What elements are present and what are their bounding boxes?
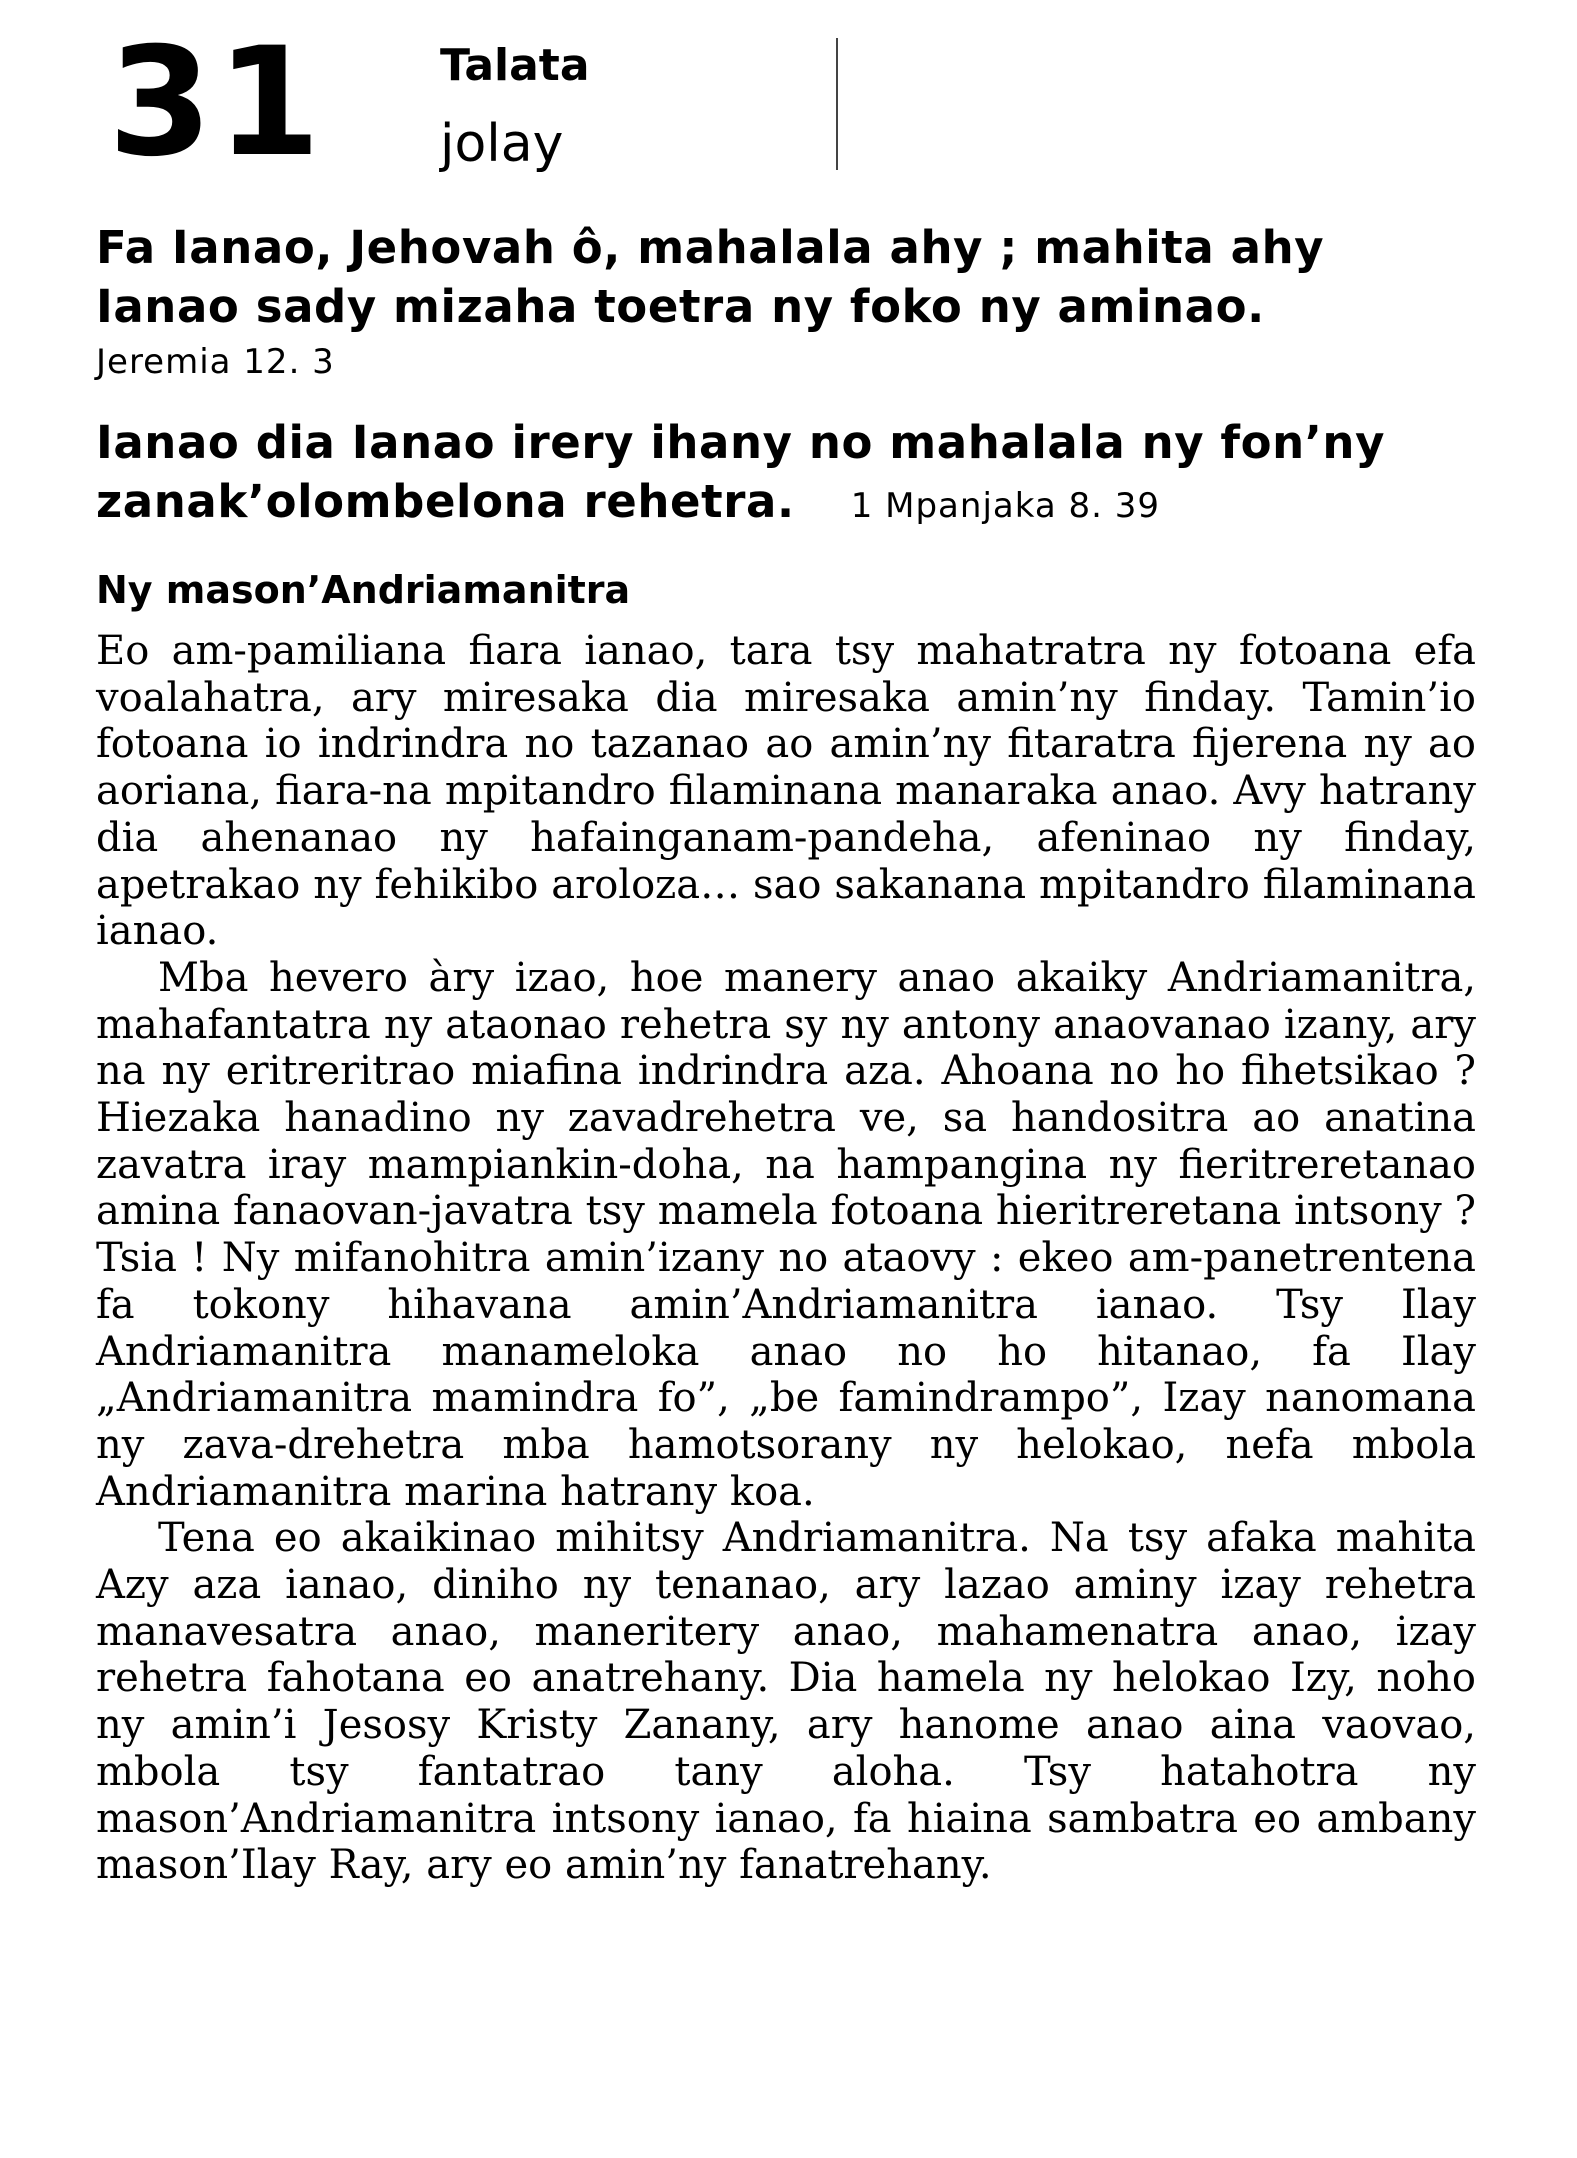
verse-1-reference: Jeremia 12. 3 [96,342,335,382]
weekday-label: Talata [440,40,590,91]
meditation-paragraph-1: Eo am-pamiliana fiara ianao, tara tsy mahatratra ny fotoana efa voalahatra, ary miresaka dia miresaka amin’ny finday. Tamin’io fotoana io indrindra no tazanao ao amin’ny fitaratra fijerena ny ao aoriana, fiara-na mpitandro filaminana manaraka anao. Avy hatrany dia ahenanao ny hafainganam-pandeha, afeninao ny finday, apetrakao ny fehikibo aroloza… sao sakanana mpitandro filaminana ianao. [96,628,1476,955]
header-divider [836,38,838,170]
verse-1 [96,218,1476,336]
meditation-paragraph-2: Mba hevero àry izao, hoe manery anao akaiky Andriamanitra, mahafantatra ny ataonao rehetra sy ny antony anaovanao izany, ary na ny eritreritrao miafina indrindra aza. Ahoana no ho fihetsikao ? Hiezaka hanadino ny zavadrehetra ve, sa handositra ao anatina zavatra iray mampiankin-doha, na hampangina ny fieritreretanao amina fanaovan-javatra tsy mamela fotoana hieritreretana intsony ? Tsia ! Ny mifanohitra amin’izany no ataovy : ekeo am-panetrentena fa tokony hihavana amin’Andriamanitra ianao. Tsy Ilay Andriamanitra manameloka anao no ho hitanao, fa Ilay „Andriamanitra mamindra fo”, „be famindrampo”, Izay nanomana ny zava-drehetra mba hamotsorany ny helokao, nefa mbola Andriamanitra marina hatrany koa. [96,954,1476,1515]
verse-1-text: Fa Ianao, Jehovah ô, mahalala ahy ; mahita ahy Ianao sady mizaha toetra ny foko ny aminao. [96,221,1325,333]
meditation-body [96,628,1476,1889]
meditation-title: Ny mason’Andriamanitra [96,568,631,612]
day-number: 31 [108,16,325,190]
month-label: jolay [440,114,564,174]
verse-2 [96,413,1476,536]
meditation-paragraph-3: Tena eo akaikinao mihitsy Andriamanitra. Na tsy afaka mahita Azy aza ianao, diniho ny tenanao, ary lazao aminy izay rehetra manavesatra anao, maneritery anao, mahamenatra anao, izay rehetra fahotana eo anatrehany. Dia hamela ny helokao Izy, noho ny amin’i Jesosy Kristy Zanany, ary hanome anao aina vaovao, mbola tsy fantatrao tany aloha. Tsy hatahotra ny mason’Andriamanitra intsony ianao, fa hiaina sambatra eo ambany mason’Ilay Ray, ary eo amin’ny fanatrehany. [96,1515,1476,1889]
verse-2-text: Ianao dia Ianao irery ihany no mahalala ny fon’ny zanak’olombelona rehetra. [96,416,1386,528]
verse-2-reference: 1 Mpanjaka 8. 39 [850,486,1160,526]
